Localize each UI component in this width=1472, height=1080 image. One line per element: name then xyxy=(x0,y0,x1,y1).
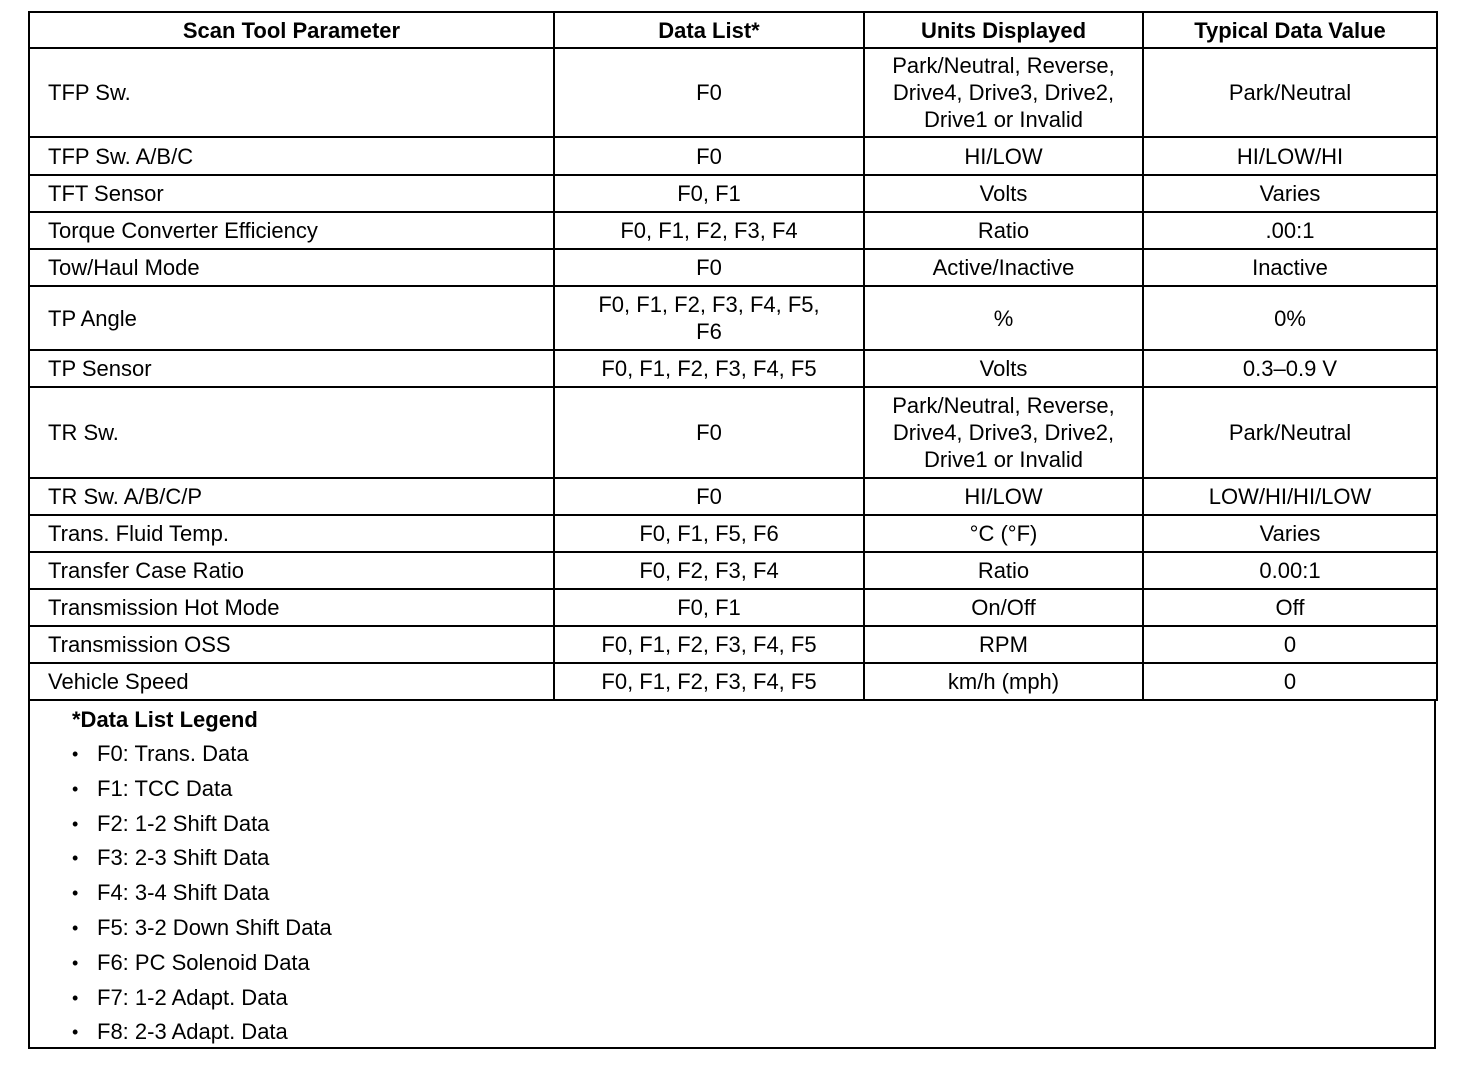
typical-value-cell: 0 xyxy=(1143,626,1437,663)
table-header-row xyxy=(29,12,1437,48)
units-cell: HI/LOW xyxy=(864,478,1143,515)
typical-value-cell: Varies xyxy=(1143,175,1437,212)
table-row xyxy=(29,137,1437,175)
table-row xyxy=(29,48,1437,137)
param-cell: Transmission Hot Mode xyxy=(29,589,554,626)
units-cell: °C (°F) xyxy=(864,515,1143,552)
table-row xyxy=(29,175,1437,212)
legend-item: • F4: 3-4 Shift Data xyxy=(72,876,1434,911)
data-list-cell: F0, F1, F2, F3, F4, F5, F6 xyxy=(554,286,864,350)
param-cell: TP Angle xyxy=(29,286,554,350)
scan-tool-data-sheet xyxy=(28,11,1436,1049)
data-list-cell: F0 xyxy=(554,387,864,478)
typical-value-cell: 0 xyxy=(1143,663,1437,700)
units-cell: HI/LOW xyxy=(864,137,1143,175)
units-cell: Ratio xyxy=(864,212,1143,249)
legend-item: • F8: 2-3 Adapt. Data xyxy=(72,1015,1434,1050)
legend-item: • F5: 3-2 Down Shift Data xyxy=(72,911,1434,946)
param-cell: Trans. Fluid Temp. xyxy=(29,515,554,552)
table-row xyxy=(29,626,1437,663)
param-cell: Transfer Case Ratio xyxy=(29,552,554,589)
param-cell: TR Sw. A/B/C/P xyxy=(29,478,554,515)
data-list-cell: F0, F2, F3, F4 xyxy=(554,552,864,589)
table-row xyxy=(29,212,1437,249)
table-row xyxy=(29,663,1437,700)
units-cell: Volts xyxy=(864,350,1143,387)
typical-value-cell: .00:1 xyxy=(1143,212,1437,249)
data-list-cell: F0 xyxy=(554,478,864,515)
typical-value-cell: HI/LOW/HI xyxy=(1143,137,1437,175)
legend-item: • F0: Trans. Data xyxy=(72,737,1434,772)
param-cell: Tow/Haul Mode xyxy=(29,249,554,286)
data-list-cell: F0, F1, F5, F6 xyxy=(554,515,864,552)
typical-value-cell: 0.00:1 xyxy=(1143,552,1437,589)
table-row xyxy=(29,589,1437,626)
param-cell: TP Sensor xyxy=(29,350,554,387)
data-list-cell: F0, F1 xyxy=(554,175,864,212)
header-scan-tool-parameter: Scan Tool Parameter xyxy=(29,12,554,48)
data-list-cell: F0 xyxy=(554,48,864,137)
typical-value-cell: Inactive xyxy=(1143,249,1437,286)
legend-list xyxy=(72,737,1434,1050)
param-cell: TR Sw. xyxy=(29,387,554,478)
typical-value-cell: Park/Neutral xyxy=(1143,48,1437,137)
data-list-cell: F0, F1, F2, F3, F4, F5 xyxy=(554,663,864,700)
data-list-cell: F0, F1, F2, F3, F4 xyxy=(554,212,864,249)
legend-item: • F2: 1-2 Shift Data xyxy=(72,807,1434,842)
table-row xyxy=(29,552,1437,589)
legend-title: *Data List Legend xyxy=(72,707,258,732)
data-list-cell: F0, F1 xyxy=(554,589,864,626)
data-list-legend xyxy=(28,701,1436,1049)
param-cell: TFP Sw. xyxy=(29,48,554,137)
typical-value-cell: LOW/HI/HI/LOW xyxy=(1143,478,1437,515)
header-data-list: Data List* xyxy=(554,12,864,48)
legend-item: • F6: PC Solenoid Data xyxy=(72,946,1434,981)
units-cell: Park/Neutral, Reverse, Drive4, Drive3, Drive2, Drive1 or Invalid xyxy=(864,387,1143,478)
param-cell: Torque Converter Efficiency xyxy=(29,212,554,249)
header-typical-data-value: Typical Data Value xyxy=(1143,12,1437,48)
units-cell: RPM xyxy=(864,626,1143,663)
data-list-cell: F0, F1, F2, F3, F4, F5 xyxy=(554,350,864,387)
units-cell: Volts xyxy=(864,175,1143,212)
param-cell: TFP Sw. A/B/C xyxy=(29,137,554,175)
typical-value-cell: Park/Neutral xyxy=(1143,387,1437,478)
table-row xyxy=(29,515,1437,552)
units-cell: % xyxy=(864,286,1143,350)
scan-tool-data-table xyxy=(28,11,1438,701)
legend-item: • F3: 2-3 Shift Data xyxy=(72,841,1434,876)
param-cell: Vehicle Speed xyxy=(29,663,554,700)
units-cell: km/h (mph) xyxy=(864,663,1143,700)
units-cell: Active/Inactive xyxy=(864,249,1143,286)
table-row xyxy=(29,286,1437,350)
typical-value-cell: 0.3–0.9 V xyxy=(1143,350,1437,387)
data-list-cell: F0 xyxy=(554,137,864,175)
units-cell: Park/Neutral, Reverse, Drive4, Drive3, Drive2, Drive1 or Invalid xyxy=(864,48,1143,137)
table-row xyxy=(29,478,1437,515)
units-cell: Ratio xyxy=(864,552,1143,589)
typical-value-cell: Off xyxy=(1143,589,1437,626)
typical-value-cell: 0% xyxy=(1143,286,1437,350)
units-cell: On/Off xyxy=(864,589,1143,626)
data-list-cell: F0, F1, F2, F3, F4, F5 xyxy=(554,626,864,663)
legend-item: • F7: 1-2 Adapt. Data xyxy=(72,981,1434,1016)
typical-value-cell: Varies xyxy=(1143,515,1437,552)
data-list-cell: F0 xyxy=(554,249,864,286)
header-units-displayed: Units Displayed xyxy=(864,12,1143,48)
table-row xyxy=(29,350,1437,387)
table-row xyxy=(29,387,1437,478)
param-cell: Transmission OSS xyxy=(29,626,554,663)
param-cell: TFT Sensor xyxy=(29,175,554,212)
table-row xyxy=(29,249,1437,286)
legend-item: • F1: TCC Data xyxy=(72,772,1434,807)
